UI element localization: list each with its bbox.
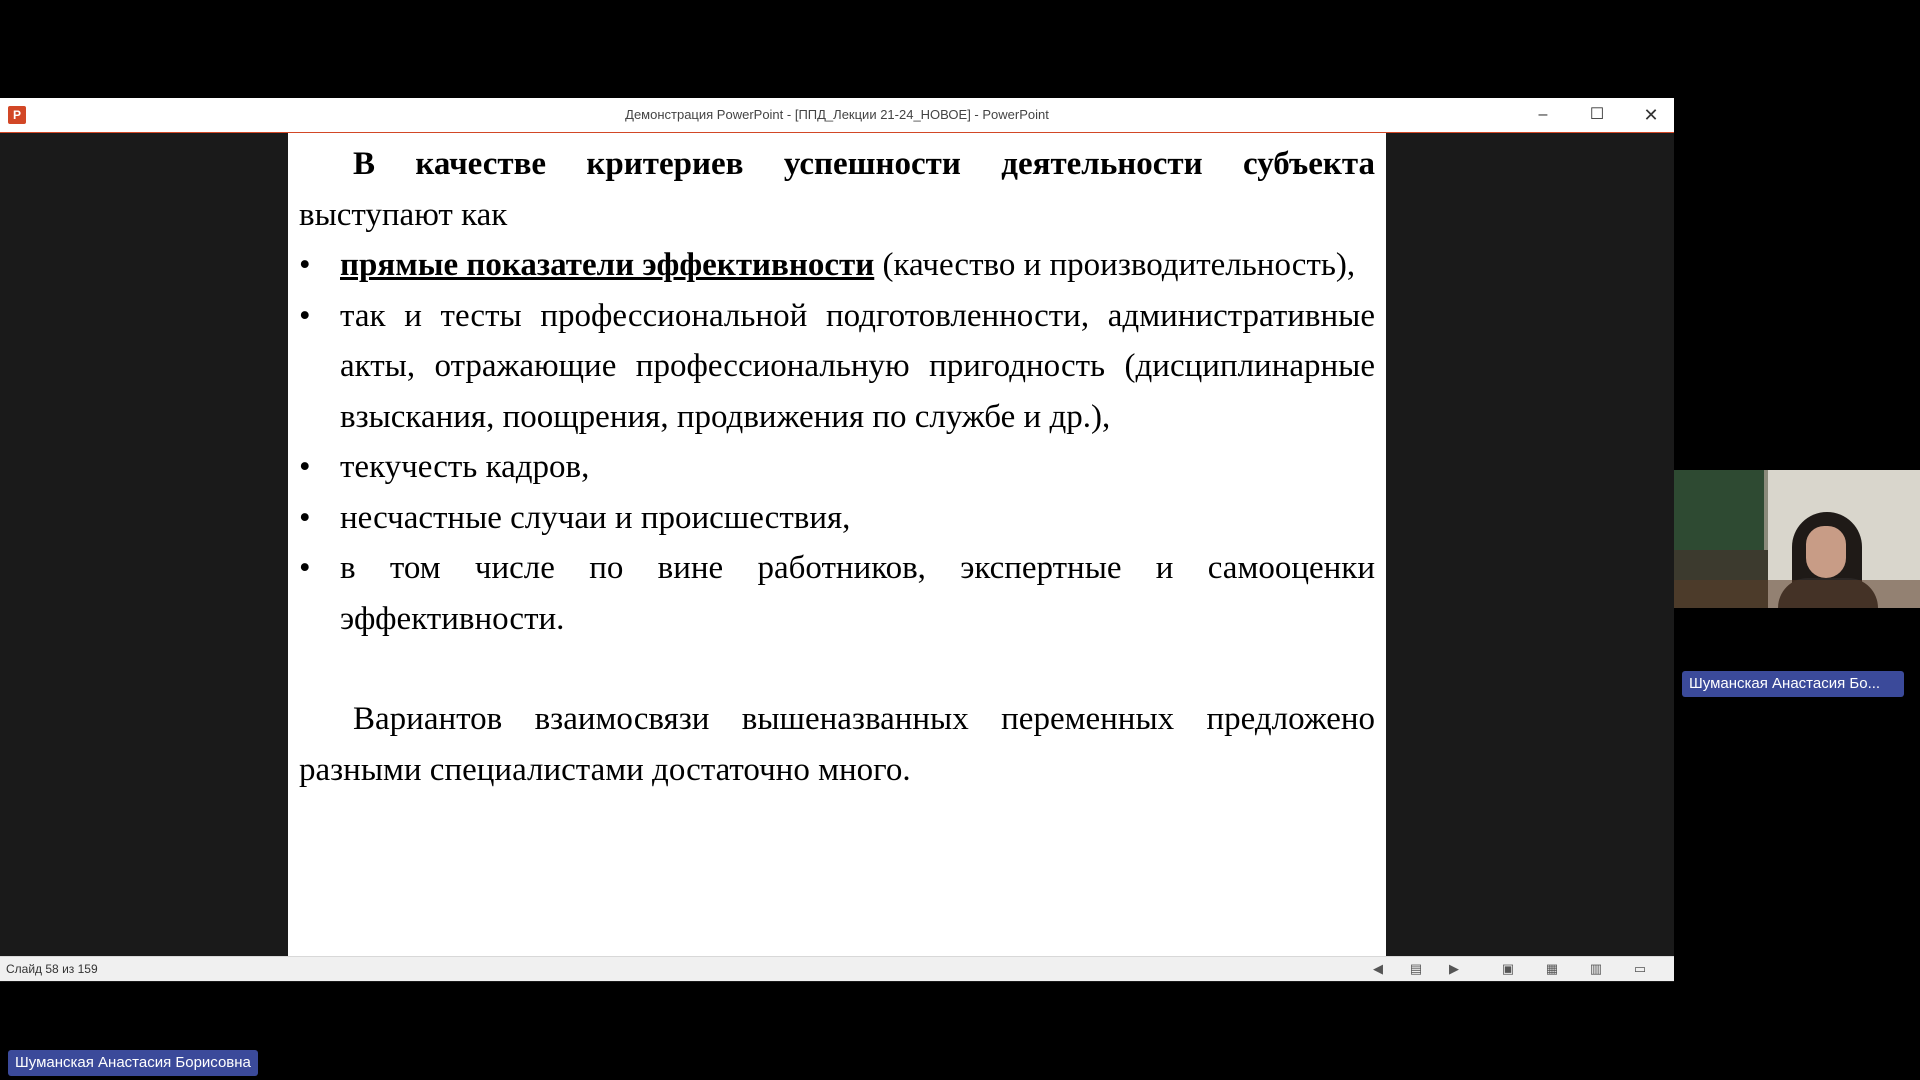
desk	[1674, 580, 1920, 608]
presenter-name-tag: Шуманская Анастасия Борисовна	[8, 1050, 258, 1076]
bullet-icon: •	[299, 297, 311, 334]
list-item	[299, 493, 1375, 544]
maximize-button[interactable]: ☐	[1589, 106, 1605, 123]
list-item-text: в том числе по вине работников, экспертные и самооценки эффективности.	[340, 550, 1375, 637]
bullet-icon: •	[299, 499, 311, 536]
reading-view-icon[interactable]: ▥	[1589, 961, 1603, 976]
minimize-button[interactable]: –	[1538, 106, 1548, 123]
bullet-icon: •	[299, 550, 311, 586]
powerpoint-icon: P	[8, 106, 26, 124]
direct-indicators-term: прямые показатели эффективности	[340, 247, 875, 283]
slide[interactable]	[288, 133, 1386, 956]
participant-video[interactable]	[1674, 470, 1920, 608]
title-bar[interactable]	[0, 98, 1674, 133]
list-item-text: так и тесты профессиональной подготовленности, административные акты, отражающие профессиональную пригодность (дисциплинарные взыскания, поощрения, продвижения по службе и др.),	[340, 297, 1375, 435]
chalkboard	[1674, 470, 1768, 550]
list-item	[299, 291, 1375, 443]
spacer	[299, 644, 1375, 694]
close-button[interactable]: ✕	[1643, 105, 1659, 125]
normal-view-icon[interactable]: ▣	[1501, 961, 1515, 976]
slide-sorter-icon[interactable]: ▦	[1545, 961, 1559, 976]
list-item	[299, 442, 1375, 493]
bullet-icon: •	[299, 247, 311, 283]
slide-area	[0, 133, 1674, 956]
slide-content	[299, 139, 1375, 795]
intro-rest: выступают как	[299, 196, 508, 233]
window-title: Демонстрация PowerPoint - [ППД_Лекции 21-24_НОВОЕ] - PowerPoint	[625, 107, 1049, 122]
list-item-text: (качество и производительность),	[882, 247, 1356, 283]
prev-icon[interactable]: ◀	[1373, 961, 1383, 976]
powerpoint-window	[0, 98, 1674, 982]
bullet-icon: •	[299, 449, 311, 485]
list-item	[299, 543, 1375, 644]
intro-paragraph	[299, 139, 1375, 240]
slide-counter: Слайд 58 из 159	[6, 962, 98, 976]
criteria-list	[299, 240, 1375, 644]
notes-icon[interactable]: ▤	[1409, 961, 1423, 976]
closing-paragraph: Вариантов взаимосвязи вышеназванных переменных предложено разными специалистами достаточно много.	[299, 701, 1375, 788]
list-item	[299, 240, 1375, 291]
next-icon[interactable]: ▶	[1449, 961, 1459, 976]
intro-bold: В качестве критериев успешности деятельности субъекта	[353, 146, 1375, 182]
list-item-text: несчастные случаи и происшествия,	[340, 499, 851, 536]
list-item-text: текучесть кадров,	[340, 449, 590, 485]
slideshow-icon[interactable]: ▭	[1633, 961, 1647, 976]
participant-name-tag: Шуманская Анастасия Бо...	[1682, 671, 1904, 697]
person-face	[1806, 526, 1846, 578]
status-bar	[0, 956, 1674, 981]
